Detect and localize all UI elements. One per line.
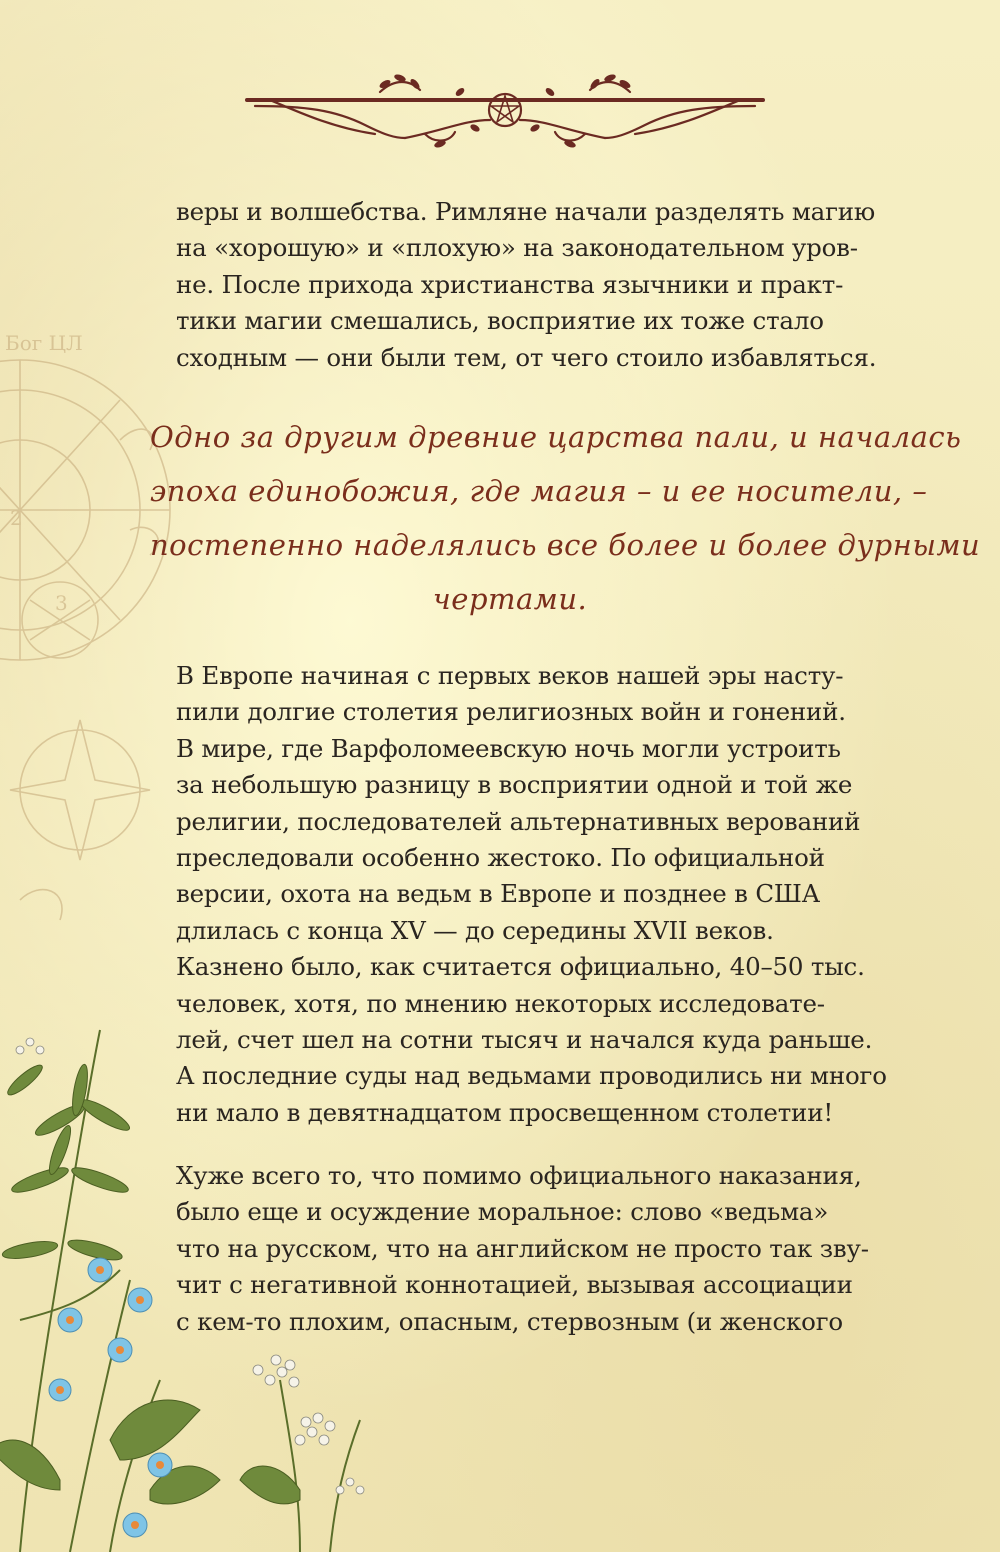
text-line: человек, хотя, по мнению некоторых исследовате-	[176, 988, 825, 1018]
text-line: сходным — они были тем, от чего стоило избавляться.	[176, 342, 877, 372]
text-line: ни мало в девятнадцатом просвещенном столетии!	[176, 1097, 833, 1127]
text-line: В Европе начиная с первых веков нашей эры насту-	[176, 661, 844, 690]
quote-line: постепенно наделялись все более и более дурными	[150, 528, 981, 562]
text-line: не. После прихода христианства язычники и практ-	[176, 269, 844, 299]
text-line: с кем-то плохим, опасным, стервозным (и женского	[176, 1306, 843, 1336]
text-line: версии, охота на ведьм в Европе и позднее в США	[176, 879, 820, 909]
text-line: А последние суды над ведьмами проводились ни много	[176, 1061, 887, 1091]
pull-quote	[150, 410, 981, 626]
text-line: было еще и осуждение моральное: слово «ведьма»	[176, 1197, 829, 1227]
text-line: Казнено было, как считается официально, 40–50 тыс.	[176, 952, 865, 982]
text-line: тики магии смешались, восприятие их тоже стало	[176, 306, 824, 336]
quote-line: эпоха единобожия, где магия – и ее носители, –	[150, 474, 928, 508]
quote-line: Одно за другим древние царства пали, и началась	[150, 420, 962, 454]
astro-label: 2	[10, 506, 23, 530]
text-line: чит с негативной коннотацией, вызывая ассоциации	[176, 1270, 853, 1300]
text-line: преследовали особенно жестоко. По официальной	[176, 843, 825, 873]
text-line: пили долгие столетия религиозных войн и гонений.	[176, 697, 846, 727]
text-line: длилась с конца XV — до середины XVII веков.	[176, 915, 774, 945]
astro-label: Бог ЦЛ	[5, 331, 83, 355]
text-line: лей, счет шел на сотни тысяч и начался куда раньше.	[176, 1025, 873, 1055]
text-line: Хуже всего то, что помимо официального наказания,	[176, 1161, 862, 1190]
text-line: религии, последователей альтернативных верований	[176, 806, 861, 836]
text-line: что на русском, что на английском не просто так зву-	[176, 1233, 869, 1263]
quote-line: чертами.	[432, 582, 588, 616]
header-ornament-icon	[245, 70, 765, 160]
text-line: за небольшую разницу в восприятии одной и той же	[176, 770, 853, 800]
text-line: В мире, где Варфоломеевскую ночь могли устроить	[176, 733, 841, 763]
paragraph-3	[176, 1158, 869, 1340]
text-line: на «хорошую» и «плохую» на законодательном уров-	[176, 233, 858, 263]
paragraph-1	[176, 194, 877, 376]
paragraph-2	[176, 658, 887, 1131]
astro-label: 3	[55, 591, 68, 615]
text-line: веры и волшебства. Римляне начали разделять магию	[176, 197, 875, 226]
